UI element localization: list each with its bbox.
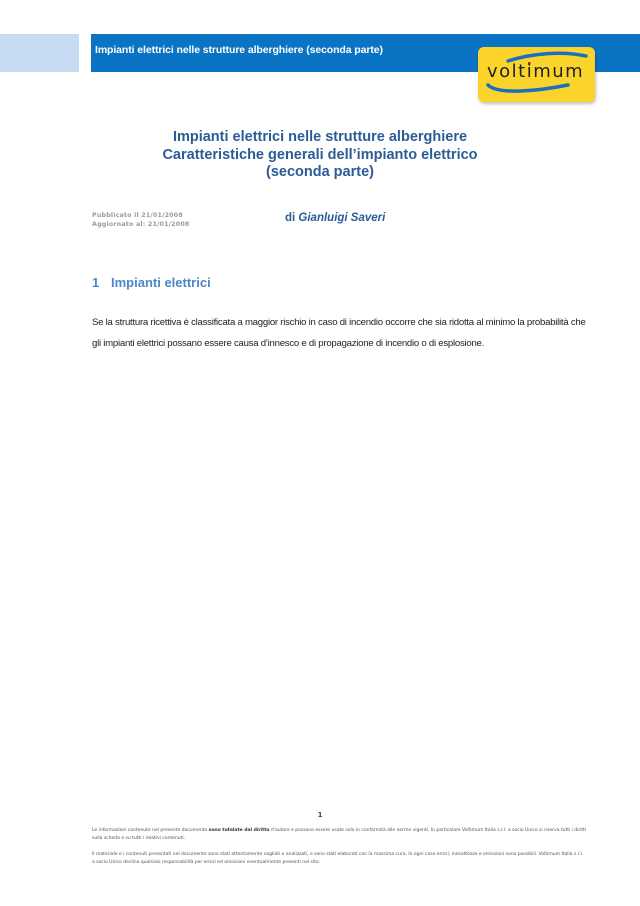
footer-notice-1-text-end: d'autore e possono essere usate solo in conformità alle norme vigenti. In particolare Voltimum Italia s.r.l. a socio Unico si riserva tutti i diritti sulla scheda e su tutti i relativi contenuti. [92, 828, 587, 841]
voltimum-logo [478, 47, 595, 102]
updated-date: Aggiornato al: 21/01/2008 [92, 221, 190, 228]
header-side-block [0, 34, 79, 72]
footer-notice-1-bold: sono tutelate dal diritto [208, 828, 270, 833]
footer-copyright-notice [92, 827, 587, 843]
footer-disclaimer: Il materiale e i contenuti presentati nel documento sono stati attentamente vagliati e analizzati, e sono stati elaborati con la massima cura. In ogni caso errori, inesattezze e omissioni sono possibili. Voltimum Italia s.r.l. a socio Unico declina qualsiasi responsabilità per errori ed omissioni eventualmente presenti nel sito. [92, 852, 584, 865]
section-heading [92, 275, 211, 290]
section-title: Impianti elettrici [111, 275, 211, 290]
author-line [285, 212, 385, 224]
logo-text: voltimum [487, 61, 585, 82]
title-line-3: (seconda parte) [266, 164, 374, 180]
published-date: Pubblicato il 21/01/2008 [92, 212, 183, 219]
footer-notice-1-text: Le informazioni contenute nel presente documento [92, 828, 209, 833]
title-line-2: Caratteristiche generali dell’impianto elettrico [162, 146, 478, 163]
section-paragraph: Se la struttura ricettiva è classificata a maggior rischio in caso di incendio occorre che sia ridotta al minimo la probabilità che gli impianti elettrici possano essere causa d’innesco e di propagazione di incendio o di esplosione. [92, 317, 586, 349]
header-title: Impianti elettrici nelle strutture alberghiere (seconda parte) [95, 44, 383, 56]
publication-meta [92, 211, 190, 229]
author-name: Gianluigi Saveri [298, 212, 386, 224]
author-prefix: di [285, 212, 299, 224]
page-number: 1 [317, 811, 323, 819]
section-number: 1 [92, 275, 100, 290]
title-line-1: Impianti elettrici nelle strutture alberghiere [172, 129, 468, 145]
document-title [0, 129, 640, 182]
